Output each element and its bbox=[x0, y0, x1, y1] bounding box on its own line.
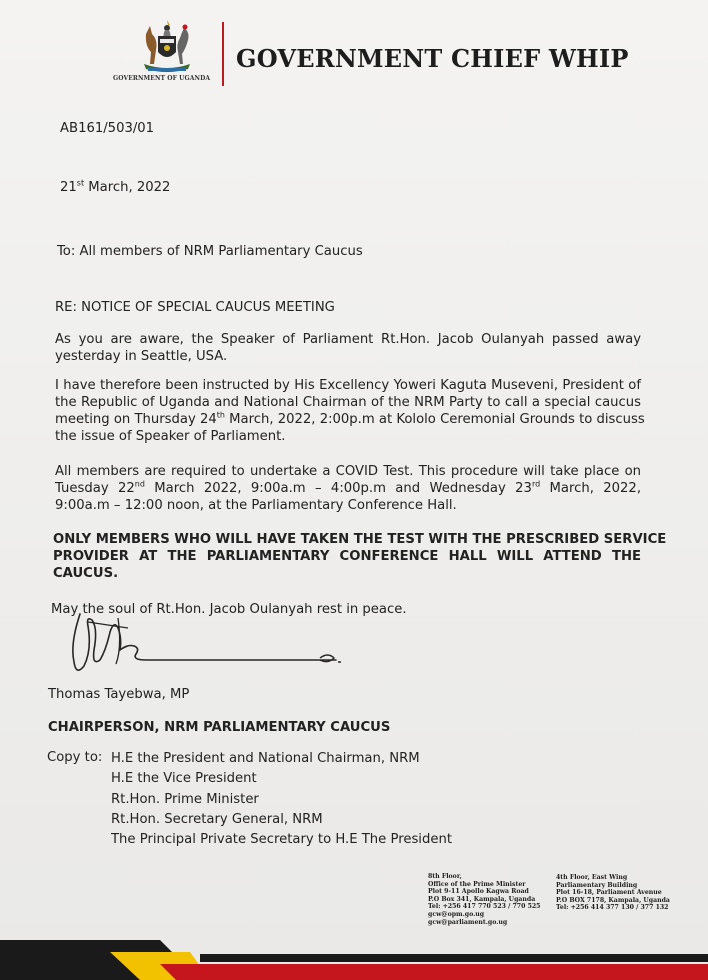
notice-line: ONLY MEMBERS WHO WILL HAVE TAKEN THE TEST WITH THE PRESCRIBED SERVICE bbox=[53, 532, 667, 547]
copy-to-recipient: H.E the Vice President bbox=[111, 771, 257, 787]
uganda-coat-of-arms-icon bbox=[136, 18, 198, 76]
paragraph-1 bbox=[55, 331, 641, 365]
office-title: GOVERNMENT CHIEF WHIP bbox=[236, 44, 629, 73]
letter-date: 21st March, 2022 bbox=[60, 178, 171, 195]
notice-line: PROVIDER AT THE PARLIAMENTARY CONFERENCE HALL WILL ATTEND THE bbox=[53, 549, 641, 564]
address-line: Office of the Prime Minister bbox=[428, 880, 526, 888]
subject-line: RE: NOTICE OF SPECIAL CAUCUS MEETING bbox=[55, 300, 335, 315]
paragraph-3-line: 9:00a.m – 12:00 noon, at the Parliamentary Conference Hall. bbox=[55, 498, 457, 513]
signatory-title: CHAIRPERSON, NRM PARLIAMENTARY CAUCUS bbox=[48, 720, 391, 735]
recipient-line: To: All members of NRM Parliamentary Caucus bbox=[57, 244, 363, 259]
closing-line: May the soul of Rt.Hon. Jacob Oulanyah rest in peace. bbox=[51, 602, 407, 617]
paragraph-3-line: All members are required to undertake a COVID Test. This procedure will take place on bbox=[55, 464, 641, 479]
address-line: P.O Box 341, Kampala, Uganda bbox=[428, 895, 536, 903]
address-line: Tel: +256 417 770 523 / 770 525 bbox=[428, 903, 541, 911]
address-line: Parliamentary Building bbox=[556, 881, 638, 889]
footer-address-opm bbox=[428, 873, 540, 926]
copy-to-recipient: The Principal Private Secretary to H.E The President bbox=[111, 832, 452, 848]
signatory-name: Thomas Tayebwa, MP bbox=[48, 687, 190, 702]
address-line: Tel: +256 414 377 130 / 377 132 bbox=[556, 904, 669, 912]
notice-line: CAUCUS. bbox=[53, 566, 119, 581]
address-line: P.O BOX 7178, Kampala, Uganda bbox=[556, 896, 670, 904]
paragraph-2-line: meeting on Thursday 24th March, 2022, 2:00p.m at Kololo Ceremonial Grounds to discuss bbox=[55, 410, 645, 427]
copy-to-recipient: Rt.Hon. Secretary General, NRM bbox=[111, 811, 323, 827]
paragraph-2-line: I have therefore been instructed by His Excellency Yoweri Kaguta Museveni, President of bbox=[55, 378, 641, 393]
paragraph-2-line: the Republic of Uganda and National Chairman of the NRM Party to call a special caucus bbox=[55, 395, 641, 410]
copy-to-label: Copy to: bbox=[47, 750, 103, 765]
copy-to-list bbox=[111, 749, 452, 850]
address-line: Plot 16-18, Parliament Avenue bbox=[556, 889, 662, 897]
stripe-black-right bbox=[200, 954, 708, 962]
reference-number: AB161/503/01 bbox=[60, 121, 155, 136]
signature-icon bbox=[58, 606, 378, 686]
paragraph-1-line: As you are aware, the Speaker of Parliament Rt.Hon. Jacob Oulanyah passed away bbox=[55, 332, 641, 347]
address-line: 4th Floor, East Wing bbox=[556, 874, 628, 881]
copy-to-recipient: H.E the President and National Chairman, NRM bbox=[111, 751, 420, 766]
paragraph-2-line: the issue of Speaker of Parliament. bbox=[55, 429, 286, 444]
copy-to-recipient: Rt.Hon. Prime Minister bbox=[111, 791, 259, 807]
paragraph-3-line: Tuesday 22nd March 2022, 9:00a.m – 4:00p.m and Wednesday 23rd March, 2022, bbox=[55, 479, 642, 496]
address-line: 8th Floor, bbox=[428, 873, 462, 880]
stripe-red bbox=[160, 964, 708, 980]
footer-flag-stripes bbox=[0, 934, 708, 980]
address-line: gcw@opm.go.ug bbox=[428, 910, 485, 918]
paragraph-3 bbox=[55, 463, 641, 514]
footer-address-parliament bbox=[556, 874, 670, 912]
letterhead-divider bbox=[222, 22, 224, 86]
paragraph-2 bbox=[55, 377, 645, 445]
crest-caption: GOVERNMENT OF UGANDA bbox=[113, 75, 211, 82]
address-line: Plot 9-11 Apollo Kagwa Road bbox=[428, 888, 529, 896]
notice-block bbox=[53, 531, 667, 582]
address-line: gcw@parliament.go.ug bbox=[428, 918, 508, 926]
paragraph-1-line: yesterday in Seattle, USA. bbox=[55, 349, 228, 364]
